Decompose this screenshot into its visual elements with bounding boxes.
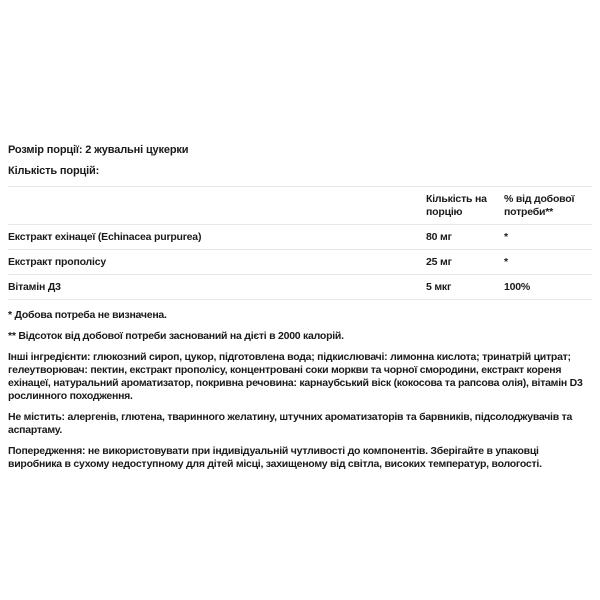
nutrient-dv: * — [504, 231, 508, 243]
nutrient-dv: 100% — [504, 281, 531, 293]
servings-count-text: Кількість порцій: — [8, 165, 100, 177]
dv-column-header: % від добової потреби** — [504, 193, 575, 218]
nutrient-column-header — [8, 187, 426, 225]
nutrient-amount: 5 мкг — [426, 281, 452, 293]
nutrient-name: Вітамін Д3 — [8, 281, 61, 293]
calorie-diet-footnote: ** Відсоток від добової потреби заснований на дієті в 2000 калорій. — [8, 330, 344, 342]
nutrient-amount: 25 мг — [426, 256, 452, 268]
table-row — [8, 225, 592, 250]
amount-column-header: Кількість на порцію — [426, 193, 487, 218]
supplement-facts-table — [8, 186, 592, 300]
nutrient-name: Екстракт прополісу — [8, 256, 107, 268]
warning-paragraph: Попередження: не використовувати при індивідуальній чутливості до компонентів. Зберігайте в упаковці виробника в сухому недоступному для дітей місці, захищеному від світла, високих температур, вологості. — [8, 445, 542, 470]
nutrient-dv: * — [504, 256, 508, 268]
table-row — [8, 275, 592, 300]
nutrient-amount: 80 мг — [426, 231, 452, 243]
does-not-contain-paragraph: Не містить: алергенів, глютена, тваринного желатину, штучних ароматизаторів та барвників, підсолоджувачів та аспартаму. — [8, 411, 573, 436]
nutrient-name: Екстракт ехінацеї (Echinacea purpurea) — [8, 231, 202, 243]
serving-size-text: Розмір порції: 2 жувальні цукерки — [8, 144, 189, 156]
table-row — [8, 250, 592, 275]
daily-value-footnote: * Добова потреба не визначена. — [8, 309, 167, 321]
facts-header-row — [8, 187, 592, 225]
other-ingredients-paragraph: Інші інгредієнти: глюкозний сироп, цукор, підготовлена вода; підкислювачі: лимонна кислота; тринатрій цитрат; гелеутворювач: пектин, екстракт прополісу, концентровані соки моркви та чорної смородини, екстракт кореня ехінацеї, натуральний ароматизатор, покривна речовина: карнаубський віск (кокосова та рапсова олія), вітамін D3 рослинного походження. — [8, 351, 583, 402]
